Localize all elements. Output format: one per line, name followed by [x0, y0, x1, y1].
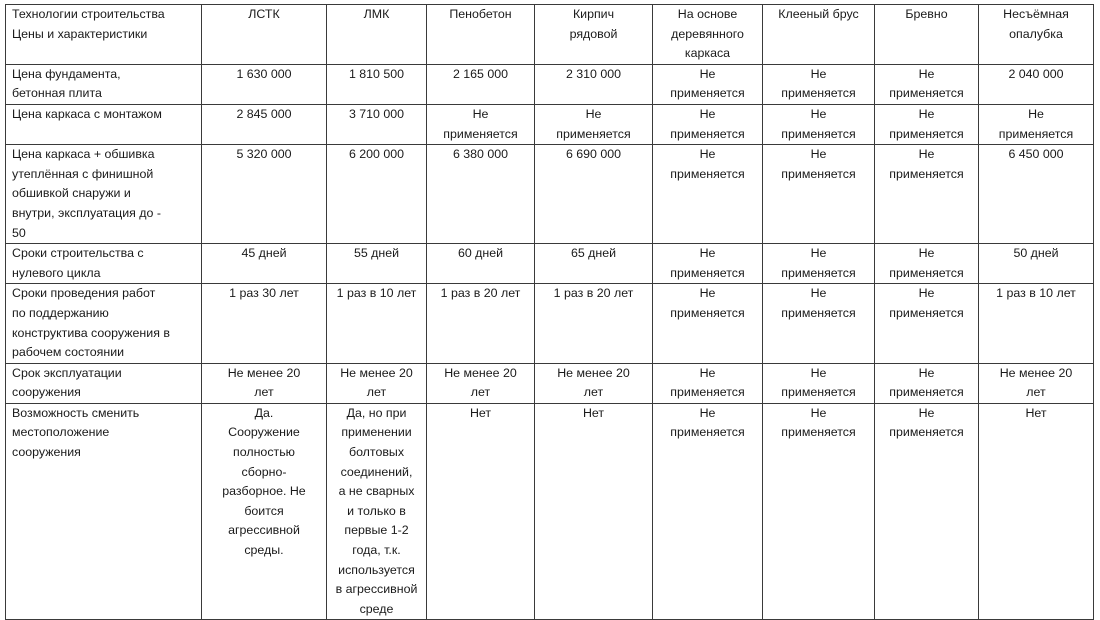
table-cell — [763, 403, 875, 620]
table-cell-line: Не — [810, 365, 827, 380]
column-header-line: Пенобетон — [449, 7, 512, 21]
row-label-cell — [6, 284, 202, 363]
row-label-line: бетонная плита — [12, 86, 102, 101]
table-cell-line: 1 раз в 20 лет — [440, 286, 521, 301]
table-cell — [535, 145, 653, 244]
table-cell — [202, 244, 327, 284]
table-cell-line: применяется — [889, 86, 964, 101]
table-cell-line: соединений, — [340, 464, 413, 479]
table-cell-line: 55 дней — [353, 246, 400, 261]
table-cell-line: Нет — [469, 405, 492, 420]
row-label-line: Цена фундамента, — [12, 66, 121, 81]
table-cell-line: боится — [244, 503, 284, 518]
table-cell-line: 2 845 000 — [236, 106, 292, 121]
table-cell-line: Не — [810, 286, 827, 301]
table-cell-line: применяется — [670, 166, 745, 181]
table-cell — [979, 244, 1094, 284]
table-cell — [875, 403, 979, 620]
table-cell — [427, 284, 535, 363]
table-cell — [202, 104, 327, 144]
table-cell-line: лет — [583, 385, 604, 400]
row-label-line: Срок эксплуатации — [12, 365, 122, 380]
row-label-cell — [6, 244, 202, 284]
row-label-line: 50 — [12, 225, 26, 240]
table-cell-line: среде — [359, 601, 394, 616]
table-cell — [202, 403, 327, 620]
table-cell-line: в агрессивной — [335, 582, 418, 597]
table-cell-line: 60 дней — [457, 246, 504, 261]
table-cell-line: 2 310 000 — [565, 66, 622, 81]
table-cell-line: Да, но при — [346, 405, 407, 420]
table-cell — [763, 64, 875, 104]
table-cell — [535, 284, 653, 363]
column-header-line: На основе — [677, 7, 738, 21]
table-cell-line: применяется — [889, 385, 964, 400]
table-cell — [653, 363, 763, 403]
table-cell — [202, 284, 327, 363]
table-cell — [535, 403, 653, 620]
table-cell-line: Не — [1028, 106, 1044, 121]
table-row — [6, 145, 1094, 244]
table-cell — [979, 145, 1094, 244]
table-cell-line: 6 690 000 — [565, 147, 622, 162]
table-cell-line: года, т.к. — [352, 543, 401, 558]
table-cell — [427, 104, 535, 144]
table-cell — [763, 104, 875, 144]
table-cell-line: Не — [918, 106, 935, 121]
table-cell-line: применяется — [998, 126, 1074, 141]
table-cell — [979, 363, 1094, 403]
table-row — [6, 363, 1094, 403]
table-cell-line: первые 1-2 — [344, 523, 409, 538]
column-header — [202, 5, 327, 65]
column-header-line: опалубка — [1009, 26, 1063, 41]
corner-label-line: Технологии строительства — [12, 7, 165, 21]
table-cell-line: применяется — [781, 265, 856, 280]
column-header — [427, 5, 535, 65]
column-header — [979, 5, 1094, 65]
row-label-cell — [6, 64, 202, 104]
table-cell-line: лет — [366, 385, 387, 400]
column-header-line: рядовой — [569, 26, 618, 41]
table-cell-line: Не — [699, 106, 716, 121]
table-cell — [979, 403, 1094, 620]
row-label-line: местоположение — [12, 425, 110, 440]
table-cell-line: Нет — [1025, 405, 1047, 420]
table-cell-line: применяется — [670, 86, 745, 101]
table-cell — [427, 244, 535, 284]
table-cell — [427, 64, 535, 104]
column-header — [327, 5, 427, 65]
table-cell — [653, 145, 763, 244]
table-row — [6, 244, 1094, 284]
column-header-line: Бревно — [905, 7, 948, 21]
table-cell — [979, 64, 1094, 104]
table-cell-line: применяется — [670, 265, 745, 280]
table-cell-line: Не — [699, 66, 716, 81]
table-cell — [875, 284, 979, 363]
table-cell-line: Не — [918, 147, 935, 162]
table-cell-line: применяется — [889, 166, 964, 181]
row-label-line: конструктива сооружения в — [12, 325, 170, 340]
column-header-line: Клееный брус — [778, 7, 859, 21]
table-cell — [653, 104, 763, 144]
row-label-line: нулевого цикла — [12, 265, 101, 280]
table-cell-line: Не — [472, 106, 489, 121]
table-cell-line: применяется — [781, 126, 856, 141]
table-row — [6, 104, 1094, 144]
table-cell-line: 6 380 000 — [452, 147, 509, 162]
table-cell-line: 1 раз в 20 лет — [553, 286, 634, 301]
table-cell-line: 45 дней — [241, 246, 287, 261]
table-cell-line: и только в — [347, 503, 406, 518]
table-cell — [653, 403, 763, 620]
row-label-line: Сроки проведения работ — [12, 286, 156, 301]
table-cell-line: Не — [918, 405, 935, 420]
row-label-line: рабочем состоянии — [12, 345, 125, 360]
table-cell-line: применяется — [889, 126, 964, 141]
table-cell-line: Не — [585, 106, 602, 121]
table-cell-line: Нет — [582, 405, 605, 420]
table-body — [6, 64, 1094, 620]
table-cell — [327, 64, 427, 104]
table-cell — [202, 64, 327, 104]
table-cell-line: 6 200 000 — [348, 147, 405, 162]
table-cell-line: агрессивной — [228, 523, 300, 538]
row-label-line: Цена каркаса с монтажом — [12, 106, 162, 121]
row-label-line: Цена каркаса + обшивка — [12, 147, 155, 162]
table-cell-line: 3 710 000 — [348, 106, 405, 121]
table-cell-line: Не — [918, 246, 935, 261]
row-label-cell — [6, 403, 202, 620]
table-cell — [763, 363, 875, 403]
table-row — [6, 284, 1094, 363]
column-header — [875, 5, 979, 65]
column-header — [653, 5, 763, 65]
table-cell — [327, 145, 427, 244]
table-cell-line: Не — [918, 66, 935, 81]
table-cell-line: Не — [918, 286, 935, 301]
header-corner-cell — [6, 5, 202, 65]
table-cell-line: 6 450 000 — [1008, 147, 1064, 162]
table-cell-line: Не менее 20 — [444, 365, 517, 380]
table-cell — [875, 244, 979, 284]
table-cell — [535, 64, 653, 104]
table-cell-line: 2 040 000 — [1008, 66, 1064, 81]
table-cell — [763, 244, 875, 284]
table-cell-line: применяется — [443, 126, 518, 141]
row-label-cell — [6, 145, 202, 244]
table-cell-line: Не — [699, 365, 716, 380]
table-cell-line: лет — [470, 385, 491, 400]
row-label-line: обшивкой снаружи и — [12, 186, 131, 201]
table-cell — [979, 104, 1094, 144]
corner-label-line: Цены и характеристики — [12, 26, 148, 41]
table-cell-line: применяется — [781, 425, 856, 440]
table-cell-line: применяется — [670, 385, 745, 400]
table-row — [6, 403, 1094, 620]
table-cell-line: Не менее 20 — [340, 365, 413, 380]
table-cell-line: Не — [699, 405, 716, 420]
table-cell — [653, 284, 763, 363]
table-cell-line: применяется — [781, 385, 856, 400]
table-cell — [202, 363, 327, 403]
table-cell-line: применяется — [781, 166, 856, 181]
table-cell-line: применяется — [556, 126, 631, 141]
table-cell-line: лет — [254, 385, 274, 400]
table-cell-line: применяется — [889, 265, 964, 280]
table-cell-line: 1 раз в 10 лет — [336, 286, 417, 301]
table-cell-line: Сооружение — [228, 425, 300, 440]
table-cell — [327, 104, 427, 144]
column-header-line: каркаса — [684, 46, 731, 61]
table-cell-line: применяется — [889, 425, 964, 440]
table-cell — [763, 284, 875, 363]
table-cell — [202, 145, 327, 244]
table-cell-line: Не — [699, 246, 716, 261]
table-cell-line: применении — [341, 425, 412, 440]
table-cell — [875, 64, 979, 104]
table-cell-line: Не — [810, 66, 827, 81]
row-label-line: Сроки строительства с — [12, 246, 144, 261]
column-header-line: деревянного — [671, 26, 744, 41]
row-label-line: по поддержанию — [12, 305, 109, 320]
comparison-table — [5, 4, 1094, 620]
table-cell — [535, 104, 653, 144]
table-cell — [763, 145, 875, 244]
row-label-line: внутри, эксплуатация до - — [12, 205, 161, 220]
table-cell-line: 1 630 000 — [236, 66, 292, 81]
table-cell-line: Не — [810, 246, 827, 261]
table-cell-line: применяется — [781, 86, 856, 101]
table-cell — [327, 284, 427, 363]
column-header-line: Несъёмная — [1003, 7, 1069, 21]
table-cell-line: Не — [810, 405, 827, 420]
table-cell-line: Не — [699, 147, 716, 162]
table-cell — [875, 363, 979, 403]
row-label-cell — [6, 363, 202, 403]
table-cell — [653, 244, 763, 284]
table-cell — [535, 363, 653, 403]
table-cell-line: применяется — [670, 126, 745, 141]
table-cell-line: Не — [810, 147, 827, 162]
table-cell-line: Не менее 20 — [227, 365, 301, 380]
table-cell-line: разборное. Не — [222, 484, 306, 499]
table-cell-line: Не менее 20 — [999, 365, 1073, 380]
table-cell — [327, 363, 427, 403]
table-cell-line: Не — [810, 106, 827, 121]
column-header-line: ЛСТК — [248, 7, 280, 21]
table-cell — [875, 145, 979, 244]
table-cell-line: 1 раз в 10 лет — [996, 286, 1076, 301]
table-cell-line: Не — [699, 286, 716, 301]
row-label-line: Возможность сменить — [12, 405, 140, 420]
table-cell-line: 5 320 000 — [236, 147, 292, 162]
row-label-cell — [6, 104, 202, 144]
row-label-line: сооружения — [12, 445, 81, 460]
table-cell-line: лет — [1026, 385, 1046, 400]
table-cell-line: а не сварных — [338, 484, 415, 499]
table-cell-line: применяется — [670, 305, 745, 320]
table-cell-line: 1 810 500 — [348, 66, 405, 81]
table-cell-line: полностью — [233, 445, 295, 460]
column-header-line: Кирпич — [572, 7, 615, 21]
table-cell-line: 50 дней — [1013, 246, 1059, 261]
table-cell — [535, 244, 653, 284]
row-label-line: сооружения — [12, 385, 81, 400]
table-cell-line: Да. — [254, 405, 274, 420]
column-header — [535, 5, 653, 65]
table-cell-line: 2 165 000 — [452, 66, 509, 81]
table-cell-line: 1 раз 30 лет — [229, 286, 299, 301]
table-cell-line: среды. — [244, 543, 284, 558]
table-cell-line: 65 дней — [570, 246, 617, 261]
table-cell — [653, 64, 763, 104]
table-cell-line: Не — [918, 365, 935, 380]
table-cell-line: используется — [338, 562, 415, 577]
column-header — [763, 5, 875, 65]
table-cell — [427, 403, 535, 620]
table-cell-line: болтовых — [348, 445, 405, 460]
table-row — [6, 64, 1094, 104]
table-cell — [427, 145, 535, 244]
table-header-row — [6, 5, 1094, 65]
table-cell-line: сборно- — [241, 464, 287, 479]
table-cell-line: применяется — [889, 305, 964, 320]
table-cell-line: применяется — [781, 305, 856, 320]
table-cell — [875, 104, 979, 144]
table-cell-line: применяется — [670, 425, 745, 440]
table-cell — [979, 284, 1094, 363]
column-header-line: ЛМК — [363, 7, 390, 21]
row-label-line: утеплённая с финишной — [12, 166, 154, 181]
table-cell — [427, 363, 535, 403]
table-cell — [327, 244, 427, 284]
table-cell-line: Не менее 20 — [557, 365, 630, 380]
table-cell — [327, 403, 427, 620]
